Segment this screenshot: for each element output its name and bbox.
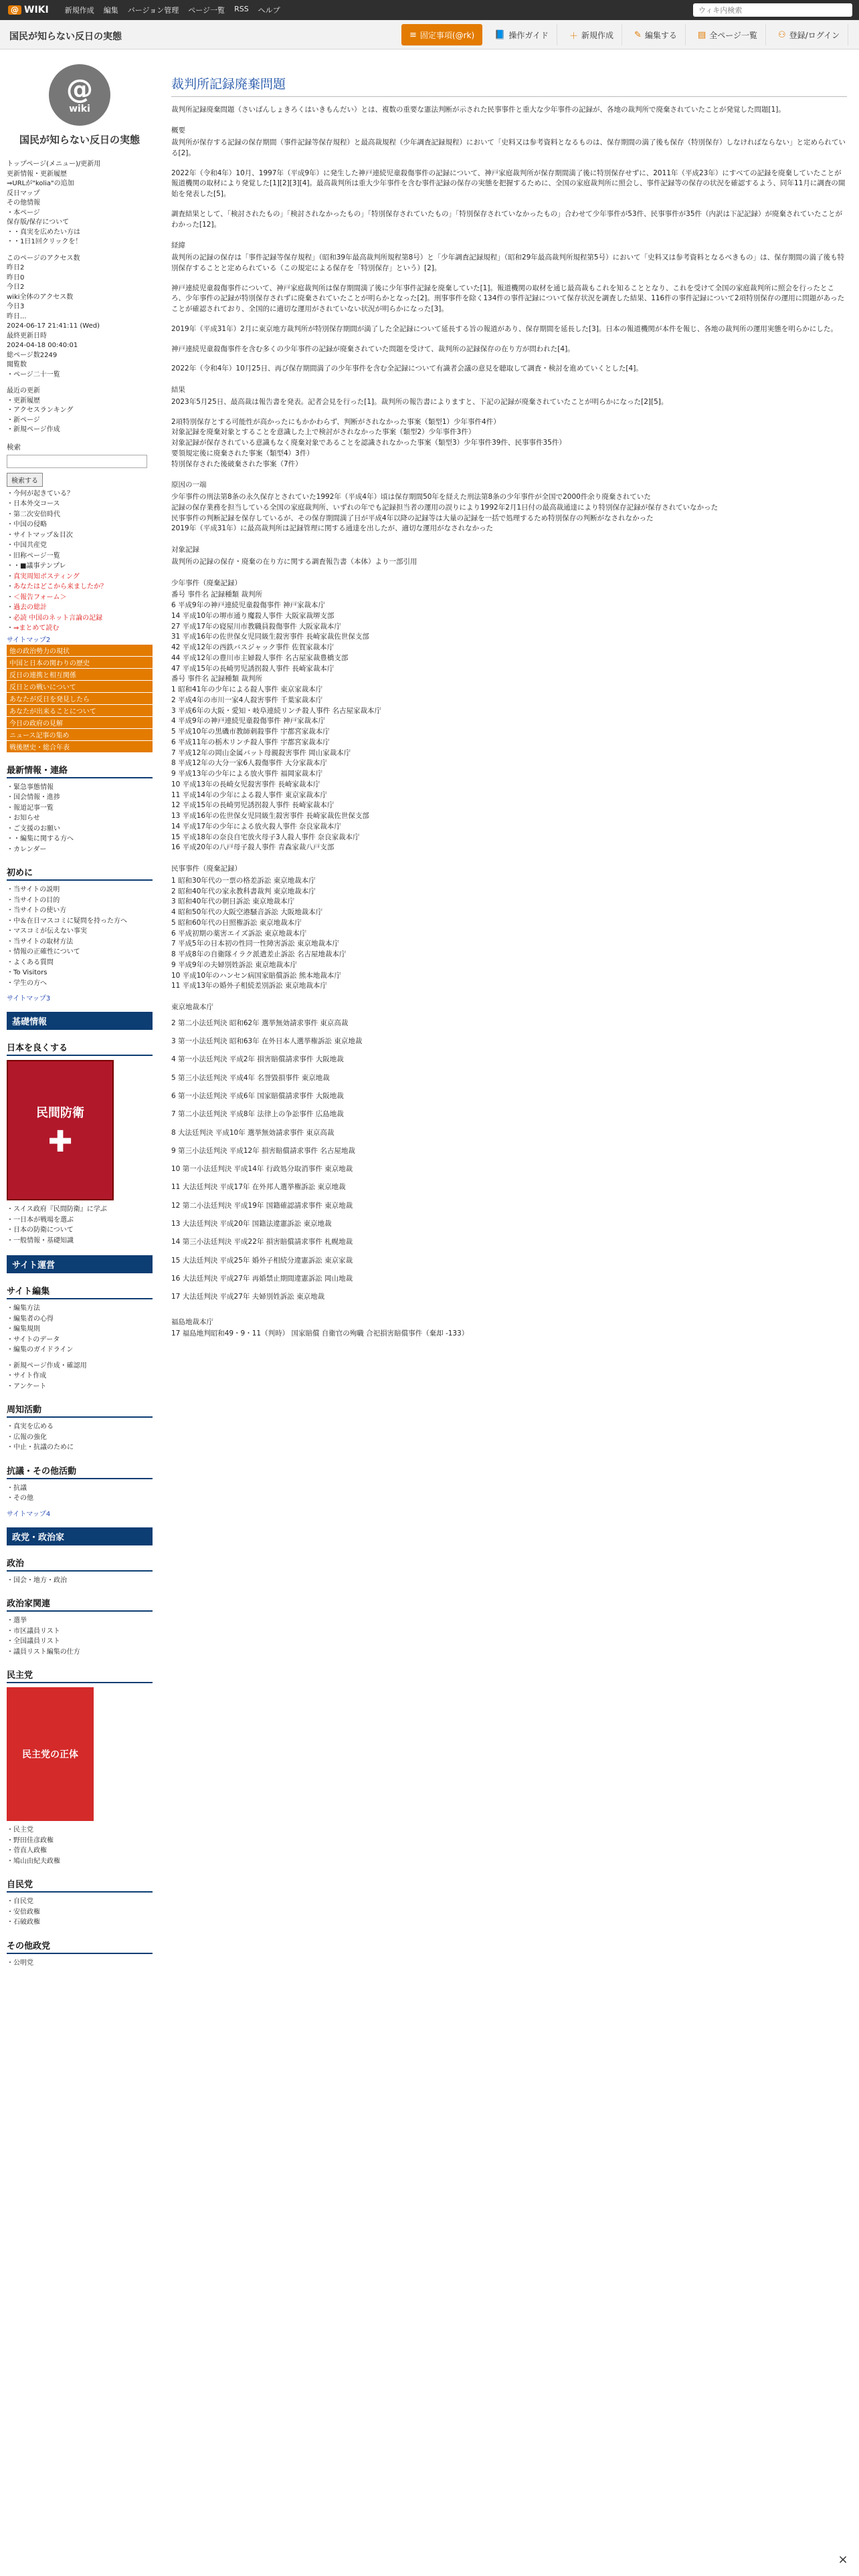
access-counter (7, 254, 153, 381)
page-title: 裁判所記録廃棄問題 (171, 75, 847, 97)
case-row-item[interactable]: 10 平成13年の長崎女児殺害事件 長崎家裁本庁 (171, 780, 320, 788)
case-list (171, 590, 847, 853)
sec4-item[interactable]: ・ 編集者の心得 (7, 1314, 153, 1325)
case-row-item[interactable]: 2 平成4年の市川一家4人殺害事件 千葉家裁本庁 (171, 695, 323, 704)
tail-row-item[interactable]: 4 第一小法廷判決 平成2年 損害賠償請求事件 大阪地裁 (171, 1055, 344, 1064)
wiki-logo-icon[interactable] (49, 64, 110, 126)
sitemap3-link[interactable]: サイトマップ3 (7, 995, 51, 1002)
case-row-item[interactable]: 16 平成20年の八戸母子殺人事件 青森家裁八戸支部 (171, 843, 335, 852)
guide-button[interactable] (486, 24, 557, 45)
tail-row-item[interactable]: 13 大法廷判決 平成20年 国籍法違憲訴訟 東京地裁 (171, 1220, 332, 1228)
civil-row-item[interactable]: 9 平成9年の夫婦別姓訴訟 東京地裁本庁 (171, 960, 298, 969)
wiki-search-input[interactable] (693, 3, 852, 17)
menu-item[interactable]: ・ 中国の侵略 (7, 520, 153, 530)
overview-heading: 概要 (171, 126, 185, 135)
sec3-item[interactable]: ・ 一般情報・基礎知識 (7, 1236, 153, 1247)
orange-menu-item[interactable]: 中国と日本の関わりの歴史 (7, 657, 153, 668)
access-line-item[interactable]: 閲覧数 (7, 361, 27, 368)
sec10-item[interactable]: ・ 石破政権 (7, 1917, 153, 1928)
civil-row-item[interactable]: 10 平成10年のハンセン病国家賠償訴訟 熊本地裁本庁 (171, 971, 341, 980)
guide-label: 操作ガイド (508, 30, 549, 40)
tail-row-item[interactable]: 10 第一小法廷判決 平成14年 行政処分取消事件 東京地裁 (171, 1165, 353, 1174)
search-button[interactable]: 検索する (7, 473, 43, 487)
tail-row-item[interactable]: 7 第二小法廷判決 平成8年 法律上の争訟事件 広島地裁 (171, 1110, 344, 1119)
top-link-item[interactable]: ⇒URLが"kolia"の追加 (7, 180, 74, 187)
list-icon: ≡ (409, 29, 417, 40)
cross-icon: ✚ (47, 1125, 73, 1159)
toolbar (401, 24, 848, 45)
sec11-list (7, 1958, 153, 1969)
sec5-item[interactable]: ・ 中止・抗議のために (7, 1442, 153, 1453)
civil-row-item[interactable]: 5 昭和60年代の日照権訴訟 東京地裁本庁 (171, 918, 302, 927)
sec2-item[interactable]: ・ 情報の正確性について (7, 947, 153, 958)
para-5: 2019年（平成31年）2月に東京地方裁判所が特別保存期間が満了した全記録について延長する旨の報道があり、保存期間を延長した[3]。日本の報道機関が本件を報じ、各地の裁判所の運用実態を明らかにした。 (171, 324, 838, 333)
menu-item[interactable]: ・ ・■議事テンプレ (7, 561, 153, 572)
result-item[interactable]: 対象記録を廃棄対象とすることを意識した上で検討がされなかった事案（類型2）少年事件3件） (171, 428, 476, 437)
case-row-item[interactable]: 1 昭和41年の少年による殺人事件 東京家裁本庁 (171, 685, 323, 693)
case-row-item[interactable]: 9 平成13年の少年による放火事件 福岡家裁本庁 (171, 770, 323, 778)
sec11-title: その他政党 (7, 1937, 153, 1954)
fixed-item-button[interactable] (401, 24, 482, 45)
book-title: 民間防衛 (36, 1106, 84, 1120)
case-row-item[interactable]: 15 平成18年の奈良自宅放火母子3人殺人事件 奈良家裁本庁 (171, 833, 360, 841)
cause-item[interactable]: 少年事件の刑法第8条の永久保存とされていた1992年（平成4年）頃は保存期間50年を経えた刑法第8条の少年事件が全国で2000件余り廃棄されていた (171, 493, 651, 501)
sidebar-site-title[interactable]: 国民が知らない反日の実態 (19, 134, 140, 146)
intro-text: 裁判所記録廃棄問題（さいばんしょきろくはいきもんだい）とは、複数の重要な憲法判断が示された民事事件と重大な少年事件の記録が、各地の裁判所で廃棄されていたことが発覚した問題[1]。 (171, 105, 785, 114)
logo-wiki: wiki (69, 104, 90, 114)
pages-icon: ▤ (697, 29, 706, 40)
sec1-item[interactable]: ・ カレンダー (7, 845, 153, 855)
sec10-list (7, 1897, 153, 1928)
para-1: 2022年（令和4年）10月、1997年（平成9年）に発生した神戸連続児童殺傷事件の記録について、神戸家庭裁判所が保存期間満了後に特別保存せずに、2011年（平成23年）にすべての記録を廃棄していたことが報道機関の取材により発覚した[1][2][3][4]。最高裁判所は重大少年事件を含む事件記録の保存の実態を把握するために、全国の家庭裁判所に照会し、事件記録等の保存の状況を確認するよう、同年11月に調査の開始を発表した[5]。 (171, 169, 846, 198)
sec9-list (7, 1825, 153, 1866)
sec2-item[interactable]: ・ 当サイトの取材方法 (7, 937, 153, 948)
case-row-item[interactable]: 47 平成15年の長崎男児誘拐殺人事件 長崎家裁本庁 (171, 664, 335, 673)
book-icon: 📘 (494, 29, 506, 40)
access-line-item[interactable]: wiki全体のアクセス数 (7, 293, 74, 301)
case-row-item[interactable]: 3 平成6年の大阪・愛知・岐阜連続リンチ殺人事件 名古屋家裁本庁 (171, 706, 382, 715)
sec6-list (7, 1483, 153, 1504)
sec2-item[interactable]: ・ 中＆在日マスコミに疑問を持った方へ (7, 916, 153, 927)
sec7-title: 政党・政治家 (7, 1527, 153, 1545)
para-8: 2023年5月25日、最高裁は報告書を発表。記者会見を行った[1]。裁判所の報告書によりますと、下記の記録が廃棄されていたことが明らかになった[2][5]。 (171, 397, 668, 406)
sec1-title: 最新情報・連絡 (7, 762, 153, 778)
top-link-item[interactable]: 保存版/保存について (7, 219, 70, 226)
nav-help[interactable]: ヘルプ (258, 6, 280, 15)
cause-heading: 原因の一端 (171, 481, 207, 490)
civil-intro: 民事事件（廃棄記録） (171, 865, 242, 873)
nav-version[interactable]: バージョン管理 (127, 6, 179, 15)
sec9-item[interactable]: ・ 菅直人政権 (7, 1846, 153, 1856)
sec5-list (7, 1422, 153, 1453)
all-pages-label: 全ページ一覧 (709, 30, 757, 40)
case-row-item[interactable]: 14 平成17年の少年による放火殺人事件 奈良家裁本庁 (171, 822, 341, 831)
sidebar (7, 60, 153, 1968)
logo-text: WIKI (24, 5, 49, 15)
tail-row-item[interactable]: 17 大法廷判決 平成27年 夫婦別姓訴訟 東京地裁 (171, 1293, 325, 1301)
target-heading: 対象記録 (171, 546, 199, 554)
red-menu-list (7, 572, 153, 634)
sec9-item[interactable]: ・ 民主党 (7, 1825, 153, 1836)
at-badge: @ (8, 5, 21, 15)
book-cover-image[interactable] (7, 1060, 114, 1200)
top-nav (65, 5, 280, 15)
sec8-item[interactable]: ・ 全国議員リスト (7, 1636, 153, 1647)
tail-row-item[interactable]: 3 第一小法廷判決 昭和63年 在外日本人選挙権訴訟 東京地裁 (171, 1037, 363, 1046)
cause-item[interactable]: 2019年（平成31年）に最高裁判所は記録管理に関する通達を出したが、適切な運用がなされなかった (171, 524, 494, 533)
login-button[interactable] (770, 24, 848, 45)
red-menu-item[interactable]: ・ あなたはどこから来ましたか？ (7, 582, 153, 593)
dpj-book-image[interactable]: 民主党の正体 (7, 1687, 94, 1821)
tail-intro: 東京地裁本庁 (171, 1003, 213, 1011)
red-menu-item[interactable]: ・ 真実周知ポスティング (7, 572, 153, 582)
orange-menu-item[interactable]: 他の政治勢力の現状 (7, 645, 153, 656)
sec4-item[interactable]: ・ 編集方法 (7, 1303, 153, 1314)
search-label: 検索 (7, 443, 21, 451)
sec2-item[interactable]: ・ To Visitors (7, 968, 153, 978)
orange-menu-item[interactable]: 戦後歴史・総合年表 (7, 741, 153, 752)
nav-block-item[interactable]: ・新ページ (7, 416, 40, 424)
sec1-item[interactable]: ・ 報道記事一覧 (7, 803, 153, 814)
sec10-item[interactable]: ・ 安倍政権 (7, 1907, 153, 1918)
sec1-item[interactable]: ・ ・編集に関する方へ (7, 834, 153, 845)
para-6: 神戸連続児童殺傷事件を含む多くの少年事件の記録が廃棄されていた問題を受けて、裁判所の記録保存の在り方が問われた[4]。 (171, 344, 575, 353)
menu-item[interactable]: ・ 今何が起きている？ (7, 489, 153, 500)
sec7-heading: 政治 (7, 1555, 153, 1572)
sec8-item[interactable]: ・ 選挙 (7, 1616, 153, 1626)
menu-item[interactable]: ・ 日本外交コース (7, 499, 153, 510)
cause-list (171, 492, 847, 534)
cause-item[interactable]: 記録の保存業務を担当している全国の家庭裁判所、いずれの年でも記録担当者の運用の誤りにより1992年2月1日付の最高裁通達により特別保存記録が保存されていなかった (171, 503, 719, 512)
access-line-item[interactable]: 昨日... (7, 312, 27, 320)
case-row-item[interactable]: 6 平成9年の神戸連続児童殺傷事件 神戸家裁本庁 (171, 601, 326, 609)
sec8-item[interactable]: ・ 市区議員リスト (7, 1626, 153, 1637)
tail-row-item[interactable]: 11 大法廷判決 平成17年 在外邦人選挙権訴訟 東京地裁 (171, 1183, 346, 1192)
result-item[interactable]: 対象記録が保存されている意識もなく廃棄対象であることを認識されなかった事案（類型3）少年事件39件、民事事件35件） (171, 439, 566, 447)
footer-court: 福島地裁本庁 (171, 1317, 213, 1326)
sec3-title: 基礎情報 (7, 1012, 153, 1030)
civil-row-item[interactable]: 8 平成8年の自衛隊イラク派遣差止訴訟 名古屋地裁本庁 (171, 950, 347, 958)
sec1-item[interactable]: ・ ご支援のお願い (7, 824, 153, 835)
tail-row-item[interactable]: 6 第一小法廷判決 平成6年 国家賠償請求事件 大阪地裁 (171, 1091, 344, 1100)
target-sub: 裁判所の記録の保存・廃棄の在り方に関する調査報告書（本体）より一部引用 (171, 557, 417, 566)
sec11-item[interactable]: ・ 公明党 (7, 1958, 153, 1969)
nav-edit[interactable]: 編集 (103, 6, 118, 15)
sec4b-item[interactable]: ・ サイト作成 (7, 1371, 153, 1382)
sec6-item[interactable]: ・ その他 (7, 1493, 153, 1504)
top-link-item[interactable]: ・・1日1回クリックを！ (7, 238, 82, 245)
sec5-item[interactable]: ・ 広報の強化 (7, 1432, 153, 1443)
top-link-item[interactable]: その他情報 (7, 199, 40, 207)
red-menu-item[interactable]: ・ 過去の総計 (7, 603, 153, 613)
sec4-item[interactable]: ・ サイトのデータ (7, 1335, 153, 1346)
case-row-item[interactable]: 11 平成14年の少年による殺人事件 東京家裁本庁 (171, 790, 327, 799)
menu-item[interactable]: ・ 中国共産党 (7, 540, 153, 551)
case-row-item[interactable]: 7 平成12年の岡山金属バット母親殺害事件 岡山家裁本庁 (171, 748, 351, 757)
sec3-list (7, 1204, 153, 1246)
civil-row-item[interactable]: 3 昭和40年代の朝日訴訟 東京地裁本庁 (171, 897, 295, 906)
sec8-item[interactable]: ・ 議員リスト編集の仕方 (7, 1647, 153, 1658)
sec9-title: 民主党 (7, 1667, 153, 1683)
red-menu-item[interactable]: ・ 必読 中国のネット言論の記録 (7, 613, 153, 624)
case-row-item[interactable]: 5 平成10年の黒磯市教師刺殺事件 宇都宮家裁本庁 (171, 728, 330, 736)
sec1-item[interactable]: ・ 緊急事態情報 (7, 782, 153, 793)
sec2-item[interactable]: ・ 当サイトの目的 (7, 895, 153, 906)
sec10-title: 自民党 (7, 1876, 153, 1893)
result-heading: 結果 (171, 386, 185, 394)
para-7: 2022年（令和4年）10月25日、再び保存期間満了の少年事件を含む全記録について有識者会議の意見を聴取して調査・検討を進めていくとした[4]。 (171, 364, 643, 373)
all-pages-button[interactable] (690, 24, 766, 45)
wiki-logo[interactable] (8, 5, 49, 15)
orange-menu-item[interactable]: 今日の政府の見解 (7, 717, 153, 728)
orange-menu (7, 645, 153, 752)
case-row-item[interactable]: 4 平成9年の神戸連続児童殺傷事件 神戸家裁本庁 (171, 717, 326, 726)
case-row-item[interactable]: 27 平成17年の寝屋川市教職員殺傷事件 大阪家裁本庁 (171, 622, 341, 631)
nav-new[interactable]: 新規作成 (64, 6, 94, 15)
access-line-item[interactable]: このページのアクセス数 (7, 254, 80, 262)
menu-item[interactable]: ・ サイトマップ＆目次 (7, 530, 153, 541)
result-list (171, 417, 847, 470)
sitemap4-link[interactable]: サイトマップ4 (7, 1510, 51, 1518)
site-name[interactable]: 国民が知らない反日の実態 (9, 31, 122, 42)
sec4-list2 (7, 1361, 153, 1392)
sec8-list (7, 1616, 153, 1657)
result-item[interactable]: 要領規定後に廃棄された事案（類型4）3件） (171, 449, 314, 457)
overview-text: 裁判所が保存する記録の保存期間（事件記録等保存規程）と最高裁規程（少年調査記録規程）において「史料又は参考資料となるものは、保存期間の満了後も保存（特別保存）しなければならない」と定められている[2]。 (171, 138, 846, 157)
new-page-label: 新規作成 (581, 30, 614, 40)
orange-menu-item[interactable]: 反日の連携と相互関係 (7, 669, 153, 680)
case-row-item[interactable]: 番号 事件名 記録種類 裁判所 (171, 675, 263, 683)
case-row-item[interactable]: 13 平成16年の佐世保女児同級生殺害事件 長崎家裁佐世保支部 (171, 812, 369, 820)
case-row-item[interactable]: 44 平成12年の豊川市主婦殺人事件 名古屋家裁豊橋支部 (171, 653, 349, 662)
case-row-item[interactable]: 31 平成16年の佐世保女児同級生殺害事件 長崎家裁佐世保支部 (171, 633, 369, 641)
sec2-item[interactable]: ・ 当サイトの説明 (7, 885, 153, 895)
logo-at: @ (66, 74, 93, 105)
sec4b-item[interactable]: ・ 新規ページ作成・確認用 (7, 1361, 153, 1372)
sec5-item[interactable]: ・ 真実を広める (7, 1422, 153, 1432)
top-link-item[interactable]: 反日マップ (7, 189, 40, 197)
plus-icon: ＋ (569, 31, 578, 41)
sec4-heading: サイト編集 (7, 1283, 153, 1299)
tail-row-item[interactable]: 12 第二小法廷判決 平成19年 国籍確認請求事件 東京地裁 (171, 1201, 353, 1210)
tail-row-item[interactable]: 2 第二小法廷判決 昭和62年 選挙無効請求事件 東京高裁 (171, 1018, 349, 1027)
tail-row-item[interactable]: 8 大法廷判決 平成10年 選挙無効請求事件 東京高裁 (171, 1128, 335, 1137)
sec3-item[interactable]: ・ 日本の防衛について (7, 1225, 153, 1236)
nav-rss[interactable]: RSS (234, 5, 249, 13)
case-row-item[interactable]: 42 平成12年の西鉄バスジャック事件 佐賀家裁本庁 (171, 643, 335, 651)
sec3-item[interactable]: ・ 一日本が戦場を選ぶ (7, 1215, 153, 1226)
menu-item[interactable]: ・ 第二次安倍時代 (7, 510, 153, 520)
nav-pages[interactable]: ページ一覧 (188, 6, 225, 15)
sec4-list (7, 1303, 153, 1356)
sub-bar (0, 20, 859, 49)
sec3-heading: 日本を良くする (7, 1039, 153, 1056)
sec4-item[interactable]: ・ 編集規則 (7, 1324, 153, 1335)
sec5-title: 周知活動 (7, 1401, 153, 1418)
red-menu-item[interactable]: ・ ⇒まとめて読む (7, 623, 153, 634)
case-intro: 少年事件（廃棄記録） (171, 578, 242, 587)
user-icon: ⚇ (778, 29, 786, 40)
cause-item[interactable]: 民事事件の判断記録を保存しているが、その保存期間満了日が平成4年以降の記録等は大量の記録を一括で処理するため特別保存の判断がなされなかった (171, 514, 654, 522)
sec2-item[interactable]: ・ マスコミが伝えない事実 (7, 926, 153, 937)
sec9-item[interactable]: ・ 野田佳彦政権 (7, 1836, 153, 1846)
top-link-item[interactable]: ・・真実を広めたい方は (7, 228, 80, 236)
civil-list (171, 876, 847, 992)
edit-label: 編集する (644, 30, 677, 40)
nav-block-item[interactable]: ・更新履歴 (7, 397, 40, 405)
result-item[interactable]: 特別保存された後破棄された事案（7件） (171, 459, 302, 468)
sec2-item[interactable]: ・ 学生の方へ (7, 978, 153, 989)
case-row-item[interactable]: 14 平成10年の堺市通り魔殺人事件 大阪家裁堺支部 (171, 611, 335, 620)
case-row-item[interactable]: 12 平成15年の長崎男児誘拐殺人事件 長崎家裁本庁 (171, 801, 335, 810)
top-link-item[interactable]: ・本ページ (7, 209, 40, 217)
civil-row-item[interactable]: 1 昭和30年代の一票の格差訴訟 東京地裁本庁 (171, 876, 316, 885)
nav-block-item[interactable]: 最近の更新 (7, 387, 40, 395)
menu-list (7, 489, 153, 572)
civil-row-item[interactable]: 2 昭和40年代の家永教科書裁判 東京地裁本庁 (171, 887, 316, 895)
sec9-item[interactable]: ・ 鳩山由紀夫政権 (7, 1856, 153, 1867)
orange-menu-item[interactable]: ニュース記事の集め (7, 729, 153, 740)
edit-button[interactable] (626, 24, 686, 45)
top-links (7, 160, 153, 247)
access-line-item[interactable]: 昨日0 (7, 274, 25, 282)
tail-row-item[interactable]: 5 第三小法廷判決 平成4年 名誉毀損事件 東京地裁 (171, 1073, 330, 1082)
top-bar (0, 0, 859, 20)
sec2-title: 初めに (7, 864, 153, 881)
top-link-item[interactable]: トップページ(メニュー)/更新用 (7, 160, 101, 168)
tail-list (171, 1014, 847, 1307)
para-2: 調査結果として、「検討されたもの」「検討されなかったもの」「特別保存されていたもの」「特別保存されていなかったもの」合わせて少年事件が53件、民事事件が35件（内訳は下記記録）が廃棄されていたことがわかった[12]。 (171, 209, 843, 229)
sec6-item[interactable]: ・ 抗議 (7, 1483, 153, 1494)
orange-menu-item[interactable]: あなたが出来ることについて (7, 705, 153, 716)
orange-menu-item[interactable]: あなたが反日を発見したら (7, 693, 153, 704)
sec1-item[interactable]: ・ お知らせ (7, 813, 153, 824)
tail-row-item[interactable]: 15 大法廷判決 平成25年 婚外子相続分違憲訴訟 東京家裁 (171, 1256, 353, 1265)
nav-block-item[interactable]: ・アクセスランキング (7, 407, 74, 414)
sec2-item[interactable]: ・ 当サイトの使い方 (7, 905, 153, 916)
login-label: 登録/ログイン (789, 30, 840, 40)
sidebar-search-input[interactable] (7, 455, 147, 468)
sec2-list (7, 885, 153, 988)
result-item[interactable]: 2項特別保存とする可能性が高かったにもかかわらず、判断がされなかった事案（類型1）少年事件4件） (171, 417, 500, 426)
access-line-item[interactable]: 今日2 (7, 284, 25, 291)
access-line-item[interactable]: 昨日2 (7, 264, 25, 272)
case-row-item[interactable]: 8 平成12年の大分一家6人殺傷事件 大分家裁本庁 (171, 759, 327, 768)
recent-updates (7, 387, 153, 435)
access-line-item[interactable]: 最終更新日時 (7, 332, 47, 340)
red-menu-item[interactable]: ・ ＜報告フォーム＞ (7, 593, 153, 603)
main-content (171, 75, 847, 1339)
access-line-item[interactable]: 2024-04-18 00:40:01 (7, 342, 78, 349)
top-link-item[interactable]: 更新情報・更新履歴 (7, 170, 67, 178)
access-line-item[interactable]: ・ページ二十一覧 (7, 370, 60, 379)
sec3-item[interactable]: ・ スイス政府『民間防衛』に学ぶ (7, 1204, 153, 1215)
case-row-item[interactable]: 6 平成11年の栃木リンチ殺人事件 宇都宮家裁本庁 (171, 738, 330, 746)
sec6-title: 抗議・その他活動 (7, 1463, 153, 1479)
footer-line: 17 福島地判昭和49・9・11（判時） 国家賠償 自衛官の殉職 合祀損害賠償事件（棄却 -133） (171, 1329, 469, 1338)
sec4-item[interactable]: ・ 編集のガイドライン (7, 1345, 153, 1356)
tail-row-item[interactable]: 9 第三小法廷判決 平成12年 損害賠償請求事件 名古屋地裁 (171, 1146, 355, 1155)
case-row-item[interactable]: 番号 事件名 記録種類 裁判所 (171, 591, 263, 599)
history-heading: 経緯 (171, 241, 185, 250)
sec10-item[interactable]: ・ 自民党 (7, 1897, 153, 1907)
para-4: 神戸連続児童殺傷事件について、神戸家庭裁判所は保存期間満了後に少年事件記録を廃棄していた[1]。報道機関の取材を通じ最高裁もこれを知ることとなり、これを受けて全国の家庭裁判所に照会を行ったところ、少年事件の記録が特別保存されずに廃棄されていたことが明らかとなった[2]。刑事事件を除く134件の事件記録について保存状況を調査した結果、116件の事件記録について2項特別保存の運用に問題があったことが確認されており、全国的に適切な運用がされていない状況が明らかになった[3]。 (171, 284, 845, 313)
orange-menu-item[interactable]: 反日との戦いについて (7, 681, 153, 692)
pencil-icon: ✎ (634, 29, 642, 40)
tail-row-item[interactable]: 16 大法廷判決 平成27年 再婚禁止期間違憲訴訟 岡山地裁 (171, 1274, 353, 1283)
tail-row-item[interactable]: 14 第三小法廷判決 平成22年 損害賠償請求事件 札幌地裁 (171, 1238, 353, 1247)
civil-row-item[interactable]: 11 平成13年の婚外子相続差別訴訟 東京地裁本庁 (171, 982, 327, 990)
nav-block-item[interactable]: ・新規ページ作成 (7, 426, 60, 433)
sitemap2-link[interactable]: サイトマップ2 (7, 636, 51, 644)
civil-row-item[interactable]: 7 平成5年の日本初の性同一性障害訴訟 東京地裁本庁 (171, 940, 340, 948)
civil-row-item[interactable]: 6 平成初期の薬害エイズ訴訟 東京地裁本庁 (171, 929, 307, 938)
fixed-item-label: 固定事項(@rk) (419, 30, 475, 40)
sec2-item[interactable]: ・ よくある質問 (7, 958, 153, 968)
access-line-item[interactable]: 2024-06-17 21:41:11 (Wed) (7, 322, 100, 330)
sec7-item[interactable]: ・ 国会・地方・政治 (7, 1576, 153, 1586)
sec8-title: 政治家関連 (7, 1595, 153, 1612)
sec4b-item[interactable]: ・ アンケート (7, 1382, 153, 1392)
sec1-list (7, 782, 153, 855)
new-page-button[interactable] (561, 24, 622, 45)
para-3: 裁判所の記録の保存は「事件記録等保存規程」（昭和39年最高裁判所規程第8号）と「少年調査記録規程」（昭和29年最高裁判所規程第5号）において「史料又は参考資料となるべきもの」は、保存期間の満了後も特別保存することと定められている（この規定による保存を「特別保存」という）[2]。 (171, 253, 845, 272)
civil-row-item[interactable]: 4 昭和50年代の大阪空港騒音訴訟 大阪地裁本庁 (171, 908, 323, 916)
sec7-list (7, 1576, 153, 1586)
sec1-item[interactable]: ・ 国会情報・進捗 (7, 792, 153, 803)
access-line-item[interactable]: 総ページ数2249 (7, 351, 58, 359)
access-line-item[interactable]: 今日3 (7, 303, 25, 310)
sec4-title: サイト運営 (7, 1255, 153, 1273)
close-icon[interactable]: × (838, 2553, 848, 2567)
menu-item[interactable]: ・ 旧称ページ一覧 (7, 551, 153, 562)
